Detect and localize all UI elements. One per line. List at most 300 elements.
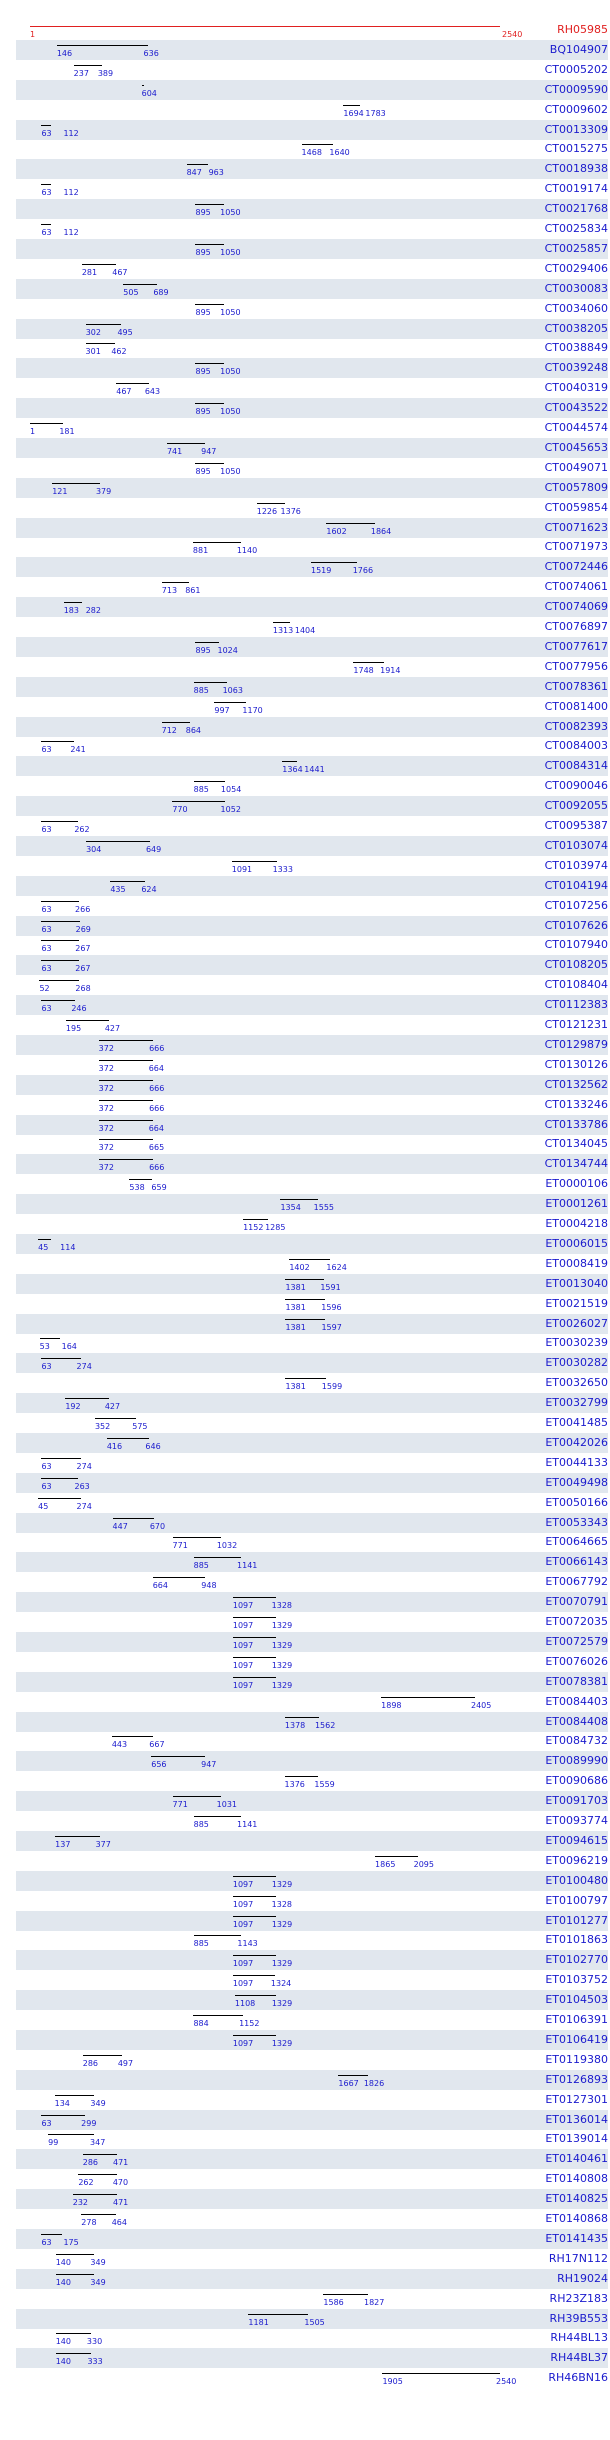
hit-accession[interactable]: CT0108404 (544, 978, 608, 992)
hit-row[interactable] (16, 2070, 608, 2090)
hit-row[interactable] (16, 756, 608, 776)
hit-row[interactable] (16, 358, 608, 378)
hit-accession[interactable]: ET0072035 (545, 1615, 608, 1628)
hit-start-label: 232 (72, 2198, 89, 2208)
hit-row[interactable] (16, 1154, 608, 1174)
hit-accession[interactable]: ET0064665 (545, 1535, 608, 1549)
hit-accession[interactable]: CT0108205 (544, 958, 608, 972)
hit-row[interactable] (16, 836, 608, 856)
hit-segment (195, 363, 224, 364)
hit-row[interactable] (16, 1453, 608, 1473)
hit-row[interactable] (16, 219, 608, 239)
hit-row[interactable] (16, 1035, 608, 1055)
hit-accession[interactable]: ET0070791 (545, 1595, 608, 1609)
hit-row[interactable] (16, 1891, 608, 1911)
hit-row[interactable] (16, 498, 608, 518)
hit-accession[interactable]: CT0081400 (544, 699, 608, 713)
hit-row[interactable] (16, 2269, 608, 2289)
hit-row[interactable] (16, 438, 608, 458)
hit-row[interactable] (16, 2309, 608, 2329)
hit-row[interactable] (16, 2090, 608, 2110)
hit-row[interactable] (16, 1692, 608, 1712)
hit-accession[interactable]: CT0104194 (544, 878, 608, 892)
hit-accession[interactable]: ET0053343 (545, 1515, 608, 1529)
hit-accession[interactable]: CT0078361 (544, 679, 608, 693)
hit-row[interactable] (16, 1751, 608, 1771)
hit-row[interactable] (16, 478, 608, 498)
hit-end-label: 427 (104, 1402, 121, 1412)
hit-accession[interactable]: CT0044574 (544, 421, 608, 434)
hit-end-label: 427 (104, 1024, 121, 1033)
hit-accession[interactable]: ET0106419 (545, 2032, 608, 2046)
hit-row[interactable] (16, 1552, 608, 1572)
hit-row[interactable] (16, 398, 608, 418)
hit-row[interactable] (16, 1373, 608, 1393)
hit-accession[interactable]: ET0021519 (545, 1296, 608, 1310)
hit-accession[interactable]: ET0006015 (545, 1236, 608, 1250)
hit-row[interactable] (16, 1234, 608, 1254)
hit-end-label: 666 (149, 1163, 165, 1173)
hit-accession[interactable]: CT0034060 (544, 301, 608, 315)
hit-accession[interactable]: ET0102770 (545, 1953, 608, 1967)
hit-accession[interactable]: CT0038205 (544, 321, 608, 335)
hit-accession[interactable]: ET0032799 (545, 1396, 608, 1410)
hit-row[interactable] (16, 1950, 608, 1970)
hit-accession[interactable]: ET0140825 (545, 2192, 608, 2206)
hit-row[interactable] (16, 537, 608, 557)
hit-start-label: 140 (55, 2357, 71, 2367)
hit-row[interactable] (16, 80, 608, 100)
hit-row[interactable] (16, 1353, 608, 1373)
hit-accession[interactable]: CT0013309 (544, 122, 608, 136)
hit-row[interactable] (16, 1712, 608, 1732)
hit-row[interactable] (16, 1333, 608, 1353)
hit-accession[interactable]: ET0140868 (545, 2212, 608, 2225)
hit-end-label: 689 (153, 287, 169, 297)
hit-accession[interactable]: CT0072446 (544, 560, 608, 574)
hit-accession[interactable]: CT0090046 (544, 779, 608, 793)
hit-row[interactable] (16, 975, 608, 995)
hit-accession[interactable]: ET0103752 (545, 1973, 608, 1987)
hit-end-label: 1766 (352, 566, 374, 576)
hit-row[interactable] (16, 1413, 608, 1433)
hit-accession[interactable]: ET0090686 (545, 1774, 608, 1788)
hit-accession[interactable]: ET0101863 (545, 1933, 608, 1947)
hit-accession[interactable]: ET0072579 (545, 1634, 608, 1648)
hit-row[interactable] (16, 1015, 608, 1035)
hit-accession[interactable]: ET0136014 (545, 2112, 608, 2126)
hit-accession[interactable]: ET0141435 (545, 2231, 608, 2245)
hit-row[interactable] (16, 2129, 608, 2149)
hit-accession[interactable]: CT0095387 (544, 819, 608, 832)
hit-row[interactable] (16, 1274, 608, 1294)
hit-row[interactable] (16, 1055, 608, 1075)
hit-end-label: 1599 (321, 1382, 343, 1392)
hit-start-label: 1586 (323, 2297, 344, 2307)
hit-segment (123, 284, 157, 285)
hit-row[interactable] (16, 2189, 608, 2209)
hit-accession[interactable]: CT0057809 (544, 480, 608, 494)
hit-accession[interactable]: ET0100480 (545, 1873, 608, 1887)
hit-accession[interactable]: CT0134744 (544, 1157, 608, 1171)
hit-segment (195, 304, 224, 305)
hit-row[interactable] (16, 816, 608, 836)
hit-accession[interactable]: CT0009590 (544, 82, 608, 96)
hit-accession[interactable]: CT0059854 (544, 500, 608, 514)
hit-row[interactable] (16, 1134, 608, 1154)
hit-row[interactable] (16, 2368, 608, 2388)
hit-accession[interactable]: CT0039248 (544, 361, 608, 375)
hit-row[interactable] (16, 1075, 608, 1095)
hit-accession[interactable]: ET0101277 (545, 1913, 608, 1927)
hit-accession[interactable]: ET0119380 (545, 2052, 608, 2066)
hit-accession[interactable]: ET0139014 (545, 2132, 608, 2146)
hit-row[interactable] (16, 319, 608, 339)
hit-row[interactable] (16, 2149, 608, 2169)
hit-accession[interactable]: RH46BN16 (548, 2371, 608, 2385)
hit-accession[interactable]: CT0030083 (544, 281, 608, 295)
hit-row[interactable] (16, 2010, 608, 2030)
hit-row[interactable] (16, 518, 608, 538)
hit-start-label: 1 (30, 427, 36, 436)
hit-row[interactable] (16, 995, 608, 1015)
hit-accession[interactable]: RH44BL13 (550, 2331, 608, 2345)
hit-row[interactable] (16, 557, 608, 577)
hit-row[interactable] (16, 1911, 608, 1931)
hit-accession[interactable]: CT0132562 (544, 1077, 608, 1091)
hit-row[interactable] (16, 1930, 608, 1950)
hit-accession[interactable]: ET0042026 (545, 1435, 608, 1449)
hit-accession[interactable]: CT0018938 (544, 162, 608, 176)
hit-accession[interactable]: ET0030282 (545, 1356, 608, 1370)
hit-row[interactable] (16, 1652, 608, 1672)
hit-accession[interactable]: CT0130126 (544, 1057, 608, 1071)
hit-segment (56, 2274, 95, 2275)
hit-start-label: 372 (98, 1143, 114, 1153)
hit-row[interactable] (16, 2348, 608, 2368)
hit-accession[interactable]: CT0005202 (544, 62, 608, 76)
hit-row[interactable] (16, 2249, 608, 2269)
hit-accession[interactable]: CT0084003 (544, 739, 608, 753)
hit-row[interactable] (16, 1214, 608, 1234)
hit-row[interactable] (16, 1592, 608, 1612)
hit-end-label: 1333 (272, 864, 293, 874)
hit-accession[interactable]: CT0134045 (544, 1137, 608, 1151)
hit-row[interactable] (16, 2289, 608, 2309)
hit-row[interactable] (16, 677, 608, 697)
hit-segment (172, 801, 224, 802)
hit-accession[interactable]: ET0041485 (545, 1416, 608, 1429)
hit-row[interactable] (16, 736, 608, 756)
hit-accession[interactable]: CT0121231 (544, 1018, 608, 1031)
hit-accession[interactable]: CT0107256 (544, 898, 608, 912)
hit-row[interactable] (16, 2209, 608, 2229)
hit-row[interactable] (16, 657, 608, 677)
hit-start-label: 1602 (326, 526, 347, 536)
hit-row[interactable] (16, 458, 608, 478)
hit-row[interactable] (16, 159, 608, 179)
hit-start-label: 538 (129, 1183, 145, 1193)
hit-row[interactable] (16, 955, 608, 975)
hit-start-label: 1097 (232, 1621, 254, 1630)
hit-start-label: 146 (56, 48, 73, 58)
hit-row[interactable] (16, 1990, 608, 2010)
hit-row[interactable] (16, 1811, 608, 1831)
hit-row[interactable] (16, 637, 608, 657)
hit-accession[interactable]: ET0100797 (545, 1893, 608, 1907)
hit-accession[interactable]: ET0000106 (545, 1177, 608, 1191)
hit-row[interactable] (16, 597, 608, 617)
hit-accession[interactable]: CT0019174 (544, 182, 608, 196)
hit-accession[interactable]: ET0032650 (545, 1376, 608, 1390)
hit-row[interactable] (16, 299, 608, 319)
hit-row[interactable] (16, 2169, 608, 2189)
hit-row[interactable] (16, 1254, 608, 1274)
hit-end-label: 636 (143, 48, 159, 58)
hit-accession[interactable]: ET0066143 (545, 1555, 608, 1569)
hit-accession[interactable]: CT0077956 (544, 659, 608, 673)
hit-accession[interactable]: ET0008419 (545, 1256, 608, 1270)
hit-accession[interactable]: CT0015275 (544, 142, 608, 156)
hit-segment (55, 1836, 99, 1837)
hit-accession[interactable]: CT0071973 (544, 540, 608, 554)
hit-row[interactable] (16, 1473, 608, 1493)
hit-accession[interactable]: RH19024 (557, 2271, 608, 2285)
hit-row[interactable] (16, 776, 608, 796)
hit-accession[interactable]: CT0112383 (544, 998, 608, 1012)
hit-row[interactable] (16, 916, 608, 936)
hit-accession[interactable]: ET0089990 (545, 1754, 608, 1768)
hit-accession[interactable]: ET0104503 (545, 1993, 608, 2007)
hit-accession[interactable]: CT0129879 (544, 1037, 608, 1051)
hit-row[interactable] (16, 1970, 608, 1990)
hit-accession[interactable]: ET0140808 (545, 2172, 608, 2186)
hit-accession[interactable]: ET0004218 (545, 1217, 608, 1230)
hit-segment (52, 483, 100, 484)
hit-segment (116, 383, 149, 384)
hit-start-label: 99 (48, 2138, 59, 2148)
hit-end-label: 1328 (271, 1899, 292, 1909)
hit-row[interactable] (16, 259, 608, 279)
hit-row[interactable] (16, 1672, 608, 1692)
hit-accession[interactable]: CT0021768 (544, 202, 608, 216)
hit-row[interactable] (16, 338, 608, 358)
hit-accession[interactable]: CT0107626 (544, 918, 608, 932)
hit-row[interactable] (16, 1115, 608, 1135)
hit-accession[interactable]: ET0067792 (545, 1575, 608, 1589)
hit-segment (41, 1358, 80, 1359)
hit-accession[interactable]: CT0133246 (544, 1097, 608, 1111)
hit-accession[interactable]: ET0076026 (545, 1654, 608, 1668)
hit-row[interactable] (16, 2110, 608, 2130)
hit-end-label: 349 (90, 2257, 106, 2267)
hit-start-label: 770 (172, 805, 188, 815)
hit-row[interactable] (16, 1493, 608, 1513)
hit-accession[interactable]: CT0040319 (544, 381, 608, 395)
hit-accession[interactable]: ET0093774 (545, 1814, 608, 1827)
hit-row[interactable] (16, 1632, 608, 1652)
hit-start-label: 1378 (284, 1720, 306, 1730)
hit-row[interactable] (16, 1174, 608, 1194)
hit-accession[interactable]: ET0026027 (545, 1316, 608, 1330)
hit-row[interactable] (16, 1831, 608, 1851)
hit-start-label: 1097 (232, 2038, 254, 2048)
hit-row[interactable] (16, 577, 608, 597)
hit-row[interactable] (16, 876, 608, 896)
hit-accession[interactable]: CT0049071 (544, 460, 608, 474)
hit-row[interactable] (16, 1095, 608, 1115)
hit-accession[interactable]: CT0029406 (544, 261, 608, 275)
hit-accession[interactable]: CT0074069 (544, 600, 608, 614)
hit-accession[interactable]: CT0009602 (544, 102, 608, 116)
hit-segment (326, 523, 374, 524)
hit-accession[interactable]: CT0103974 (544, 858, 608, 872)
hit-accession[interactable]: ET0127301 (545, 2092, 608, 2106)
hit-accession[interactable]: CT0074061 (544, 580, 608, 594)
hit-accession[interactable]: RH23Z183 (549, 2291, 608, 2305)
hit-row[interactable] (16, 1532, 608, 1552)
hit-accession[interactable]: ET0091703 (545, 1794, 608, 1808)
hit-accession[interactable]: CT0082393 (544, 719, 608, 733)
hit-start-label: 1381 (285, 1282, 306, 1292)
hit-segment (78, 2174, 117, 2175)
hit-end-label: 470 (112, 2178, 129, 2188)
hit-accession[interactable]: ET0084408 (545, 1714, 608, 1728)
hit-row[interactable] (16, 40, 608, 60)
hit-accession[interactable]: ET0050166 (545, 1495, 608, 1509)
hit-row[interactable] (16, 1433, 608, 1453)
hit-segment (99, 1060, 153, 1061)
hit-row[interactable] (16, 617, 608, 637)
hit-row[interactable] (16, 1731, 608, 1751)
hit-row[interactable] (16, 1572, 608, 1592)
hit-row[interactable] (16, 2030, 608, 2050)
hit-start-label: 771 (172, 1800, 188, 1810)
hit-accession[interactable]: CT0025857 (544, 241, 608, 255)
hit-row[interactable] (16, 378, 608, 398)
hit-start-label: 1226 (256, 506, 278, 516)
hit-accession[interactable]: CT0025834 (544, 222, 608, 235)
hit-accession[interactable]: RH44BL37 (550, 2351, 608, 2365)
hit-row[interactable] (16, 1612, 608, 1632)
hit-row[interactable] (16, 1314, 608, 1334)
hit-end-label: 666 (149, 1103, 165, 1113)
hit-accession[interactable]: ET0044133 (545, 1455, 608, 1469)
hit-start-label: 771 (172, 1541, 188, 1551)
hit-row[interactable] (16, 2328, 608, 2348)
hit-row[interactable] (16, 1194, 608, 1214)
hit-end-label: 495 (117, 327, 133, 337)
hit-start-label: 884 (193, 2019, 209, 2028)
hit-row[interactable] (16, 139, 608, 159)
hit-start-label: 304 (86, 844, 102, 854)
hit-row[interactable] (16, 1791, 608, 1811)
hit-accession[interactable]: ET0084732 (545, 1734, 608, 1748)
hit-accession[interactable]: CT0043522 (544, 401, 608, 415)
hit-row[interactable] (16, 418, 608, 438)
hit-accession[interactable]: CT0133786 (544, 1117, 608, 1131)
hit-accession[interactable]: CT0038849 (544, 341, 608, 355)
hit-end-label: 377 (95, 1839, 111, 1849)
hit-accession[interactable]: ET0106391 (545, 2013, 608, 2026)
reference-accession[interactable]: RH05985 (557, 23, 608, 36)
hit-accession[interactable]: CT0103074 (544, 838, 608, 852)
hit-start-label: 447 (112, 1521, 128, 1531)
hit-row[interactable] (16, 1851, 608, 1871)
hit-accession[interactable]: CT0084314 (544, 759, 608, 773)
hit-accession[interactable]: ET0084403 (545, 1694, 608, 1708)
hit-start-label: 1181 (248, 2317, 269, 2327)
hit-row[interactable] (16, 1294, 608, 1314)
hit-end-label: 114 (60, 1242, 76, 1252)
hit-row[interactable] (16, 100, 608, 120)
hit-row[interactable] (16, 179, 608, 199)
hit-segment (41, 1458, 80, 1459)
hit-accession[interactable]: CT0076897 (544, 620, 608, 633)
hit-accession[interactable]: RH17N112 (548, 2251, 608, 2265)
hit-accession[interactable]: ET0001261 (545, 1197, 608, 1211)
hit-row[interactable] (16, 2050, 608, 2070)
hit-accession[interactable]: CT0045653 (544, 440, 608, 454)
hit-row[interactable] (16, 1513, 608, 1533)
hit-row[interactable] (16, 717, 608, 737)
hit-accession[interactable]: ET0140461 (545, 2152, 608, 2166)
hit-row[interactable] (16, 2229, 608, 2249)
hit-end-label: 267 (75, 944, 91, 954)
hit-row[interactable] (16, 796, 608, 816)
hit-accession[interactable]: ET0049498 (545, 1475, 608, 1489)
hit-row[interactable] (16, 279, 608, 299)
hit-accession[interactable]: BQ104907 (549, 42, 608, 56)
hit-start-label: 467 (116, 387, 132, 397)
hit-accession[interactable]: RH39B553 (549, 2311, 608, 2325)
hit-accession[interactable]: ET0013040 (545, 1276, 608, 1290)
hit-segment (285, 1717, 319, 1718)
hit-accession[interactable]: CT0077617 (544, 639, 608, 653)
hit-row[interactable] (16, 60, 608, 80)
hit-row[interactable] (16, 697, 608, 717)
hit-row[interactable] (16, 1871, 608, 1891)
hit-accession[interactable]: ET0094615 (545, 1833, 608, 1847)
hit-accession[interactable]: CT0092055 (544, 799, 608, 813)
hit-accession[interactable]: ET0078381 (545, 1674, 608, 1688)
hit-accession[interactable]: ET0126893 (545, 2072, 608, 2086)
hit-row[interactable] (16, 1771, 608, 1791)
hit-accession[interactable]: CT0107940 (544, 938, 608, 952)
hit-accession[interactable]: ET0096219 (545, 1853, 608, 1867)
hit-accession[interactable]: CT0071623 (544, 520, 608, 534)
hit-end-label: 462 (111, 347, 127, 357)
hit-start-label: 372 (98, 1063, 114, 1073)
hit-start-label: 1376 (284, 1780, 305, 1790)
hit-start-label: 1097 (232, 1879, 254, 1889)
hit-end-label: 1555 (313, 1203, 335, 1213)
hit-start-label: 895 (195, 645, 211, 655)
hit-segment (95, 1418, 136, 1419)
hit-start-label: 195 (65, 1024, 82, 1033)
hit-row[interactable] (16, 120, 608, 140)
hit-accession[interactable]: ET0030239 (545, 1336, 608, 1350)
hit-row[interactable] (16, 199, 608, 219)
hit-row[interactable] (16, 935, 608, 955)
hit-end-label: 1826 (363, 2078, 385, 2088)
hit-segment (41, 921, 79, 922)
hit-row[interactable] (16, 856, 608, 876)
hit-row[interactable] (16, 896, 608, 916)
hit-end-label: 1640 (329, 148, 350, 158)
hit-row[interactable] (16, 1393, 608, 1413)
hit-row[interactable] (16, 239, 608, 259)
